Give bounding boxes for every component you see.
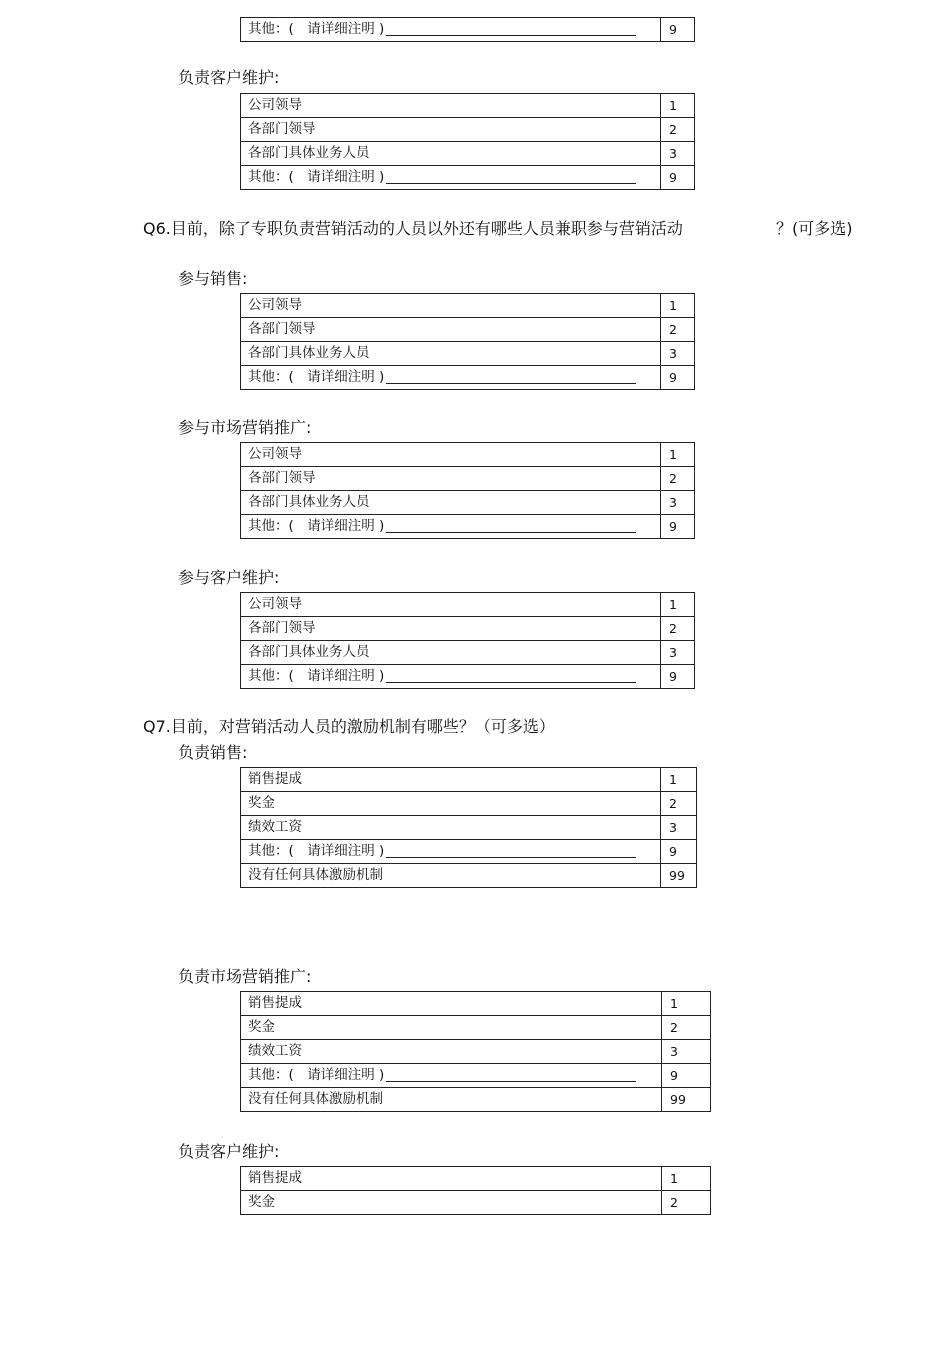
option-row	[241, 1016, 711, 1040]
option-code: 9	[661, 515, 695, 539]
fill-in-blank[interactable]	[386, 518, 636, 533]
option-table-sales-participation	[240, 293, 695, 390]
option-label: 绩效工资	[241, 816, 661, 840]
option-label: 公司领导	[241, 443, 661, 467]
option-label: 各部门领导	[241, 318, 661, 342]
option-code: 3	[662, 1040, 711, 1064]
section-heading-sales-participation: 参与销售:	[178, 269, 248, 288]
option-row-other	[241, 1064, 711, 1088]
option-row	[241, 467, 695, 491]
section-heading-responsible-sales: 负责销售:	[178, 743, 248, 762]
option-label: 各部门具体业务人员	[241, 142, 661, 166]
option-label: 各部门领导	[241, 467, 661, 491]
option-label: 各部门具体业务人员	[241, 491, 661, 515]
option-row	[241, 864, 697, 888]
option-row-other	[241, 665, 695, 689]
option-row	[241, 491, 695, 515]
section-heading-marketing-participation: 参与市场营销推广:	[178, 418, 312, 437]
option-code: 1	[662, 992, 711, 1016]
option-row	[241, 94, 695, 118]
option-row	[241, 641, 695, 665]
option-row	[241, 768, 697, 792]
option-row	[241, 118, 695, 142]
option-code: 9	[661, 18, 695, 42]
option-label: 没有任何具体激励机制	[241, 864, 661, 888]
option-code: 2	[662, 1191, 711, 1215]
option-row	[241, 443, 695, 467]
option-label: 其他：( 请详细注明 )	[241, 366, 661, 390]
option-label: 没有任何具体激励机制	[241, 1088, 662, 1112]
option-row	[241, 617, 695, 641]
option-code: 1	[662, 1167, 711, 1191]
option-row-other	[241, 18, 695, 42]
option-label: 公司领导	[241, 94, 661, 118]
option-label: 绩效工资	[241, 1040, 662, 1064]
option-row	[241, 792, 697, 816]
option-code: 2	[661, 792, 697, 816]
option-row	[241, 593, 695, 617]
option-code: 3	[661, 342, 695, 366]
option-code: 1	[661, 443, 695, 467]
option-label: 奖金	[241, 1016, 662, 1040]
question-q6-multi-select-note: ？(可多选)	[776, 219, 853, 238]
option-code: 1	[661, 768, 697, 792]
option-row-other	[241, 166, 695, 190]
option-row	[241, 342, 695, 366]
option-label: 各部门领导	[241, 617, 661, 641]
option-code: 2	[662, 1016, 711, 1040]
option-code: 2	[661, 467, 695, 491]
option-row	[241, 1167, 711, 1191]
section-heading-customer-maintenance: 负责客户维护:	[178, 68, 280, 87]
option-label: 各部门具体业务人员	[241, 342, 661, 366]
option-table-incentive-customer	[240, 1166, 711, 1215]
option-label: 奖金	[241, 1191, 662, 1215]
option-row	[241, 992, 711, 1016]
fill-in-blank[interactable]	[386, 1067, 636, 1082]
option-row-other	[241, 840, 697, 864]
option-label: 各部门领导	[241, 118, 661, 142]
option-code: 3	[661, 641, 695, 665]
option-row	[241, 816, 697, 840]
section-heading-responsible-customer: 负责客户维护:	[178, 1142, 280, 1161]
option-label: 各部门具体业务人员	[241, 641, 661, 665]
option-label: 其他：( 请详细注明 )	[241, 166, 661, 190]
fill-in-blank[interactable]	[386, 169, 636, 184]
option-table-top-partial	[240, 17, 695, 42]
option-code: 1	[661, 294, 695, 318]
option-table-customer-participation	[240, 592, 695, 689]
option-label: 其他：( 请详细注明 )	[241, 840, 661, 864]
fill-in-blank[interactable]	[386, 21, 636, 36]
option-code: 3	[661, 142, 695, 166]
option-table-marketing-participation	[240, 442, 695, 539]
fill-in-blank[interactable]	[386, 668, 636, 683]
option-code: 2	[661, 318, 695, 342]
question-q7: Q7.目前，对营销活动人员的激励机制有哪些？（可多选）	[143, 717, 555, 736]
section-heading-customer-participation: 参与客户维护:	[178, 568, 280, 587]
option-table-customer-maintenance	[240, 93, 695, 190]
option-code: 3	[661, 491, 695, 515]
option-code: 1	[661, 593, 695, 617]
option-row	[241, 1088, 711, 1112]
fill-in-blank[interactable]	[386, 369, 636, 384]
option-row-other	[241, 366, 695, 390]
option-code: 99	[662, 1088, 711, 1112]
option-table-incentive-sales	[240, 767, 697, 888]
option-row	[241, 318, 695, 342]
option-row	[241, 1191, 711, 1215]
option-code: 9	[661, 840, 697, 864]
option-table-incentive-marketing	[240, 991, 711, 1112]
option-label: 销售提成	[241, 1167, 662, 1191]
option-code: 9	[662, 1064, 711, 1088]
section-heading-responsible-marketing: 负责市场营销推广:	[178, 967, 312, 986]
option-row	[241, 1040, 711, 1064]
option-label: 其他：( 请详细注明 )	[241, 515, 661, 539]
option-code: 3	[661, 816, 697, 840]
option-code: 2	[661, 118, 695, 142]
option-row-other	[241, 515, 695, 539]
option-label: 公司领导	[241, 294, 661, 318]
option-label: 其他：( 请详细注明 )	[241, 18, 661, 42]
option-row	[241, 294, 695, 318]
option-code: 99	[661, 864, 697, 888]
question-q6-text: Q6.目前，除了专职负责营销活动的人员以外还有哪些人员兼职参与营销活动	[143, 219, 683, 238]
option-code: 9	[661, 665, 695, 689]
option-label: 公司领导	[241, 593, 661, 617]
option-code: 1	[661, 94, 695, 118]
option-label: 其他：( 请详细注明 )	[241, 1064, 662, 1088]
option-label: 其他：( 请详细注明 )	[241, 665, 661, 689]
option-code: 9	[661, 166, 695, 190]
option-code: 9	[661, 366, 695, 390]
option-label: 奖金	[241, 792, 661, 816]
option-label: 销售提成	[241, 992, 662, 1016]
fill-in-blank[interactable]	[386, 843, 636, 858]
question-q6	[143, 219, 683, 239]
option-row	[241, 142, 695, 166]
option-code: 2	[661, 617, 695, 641]
option-label: 销售提成	[241, 768, 661, 792]
